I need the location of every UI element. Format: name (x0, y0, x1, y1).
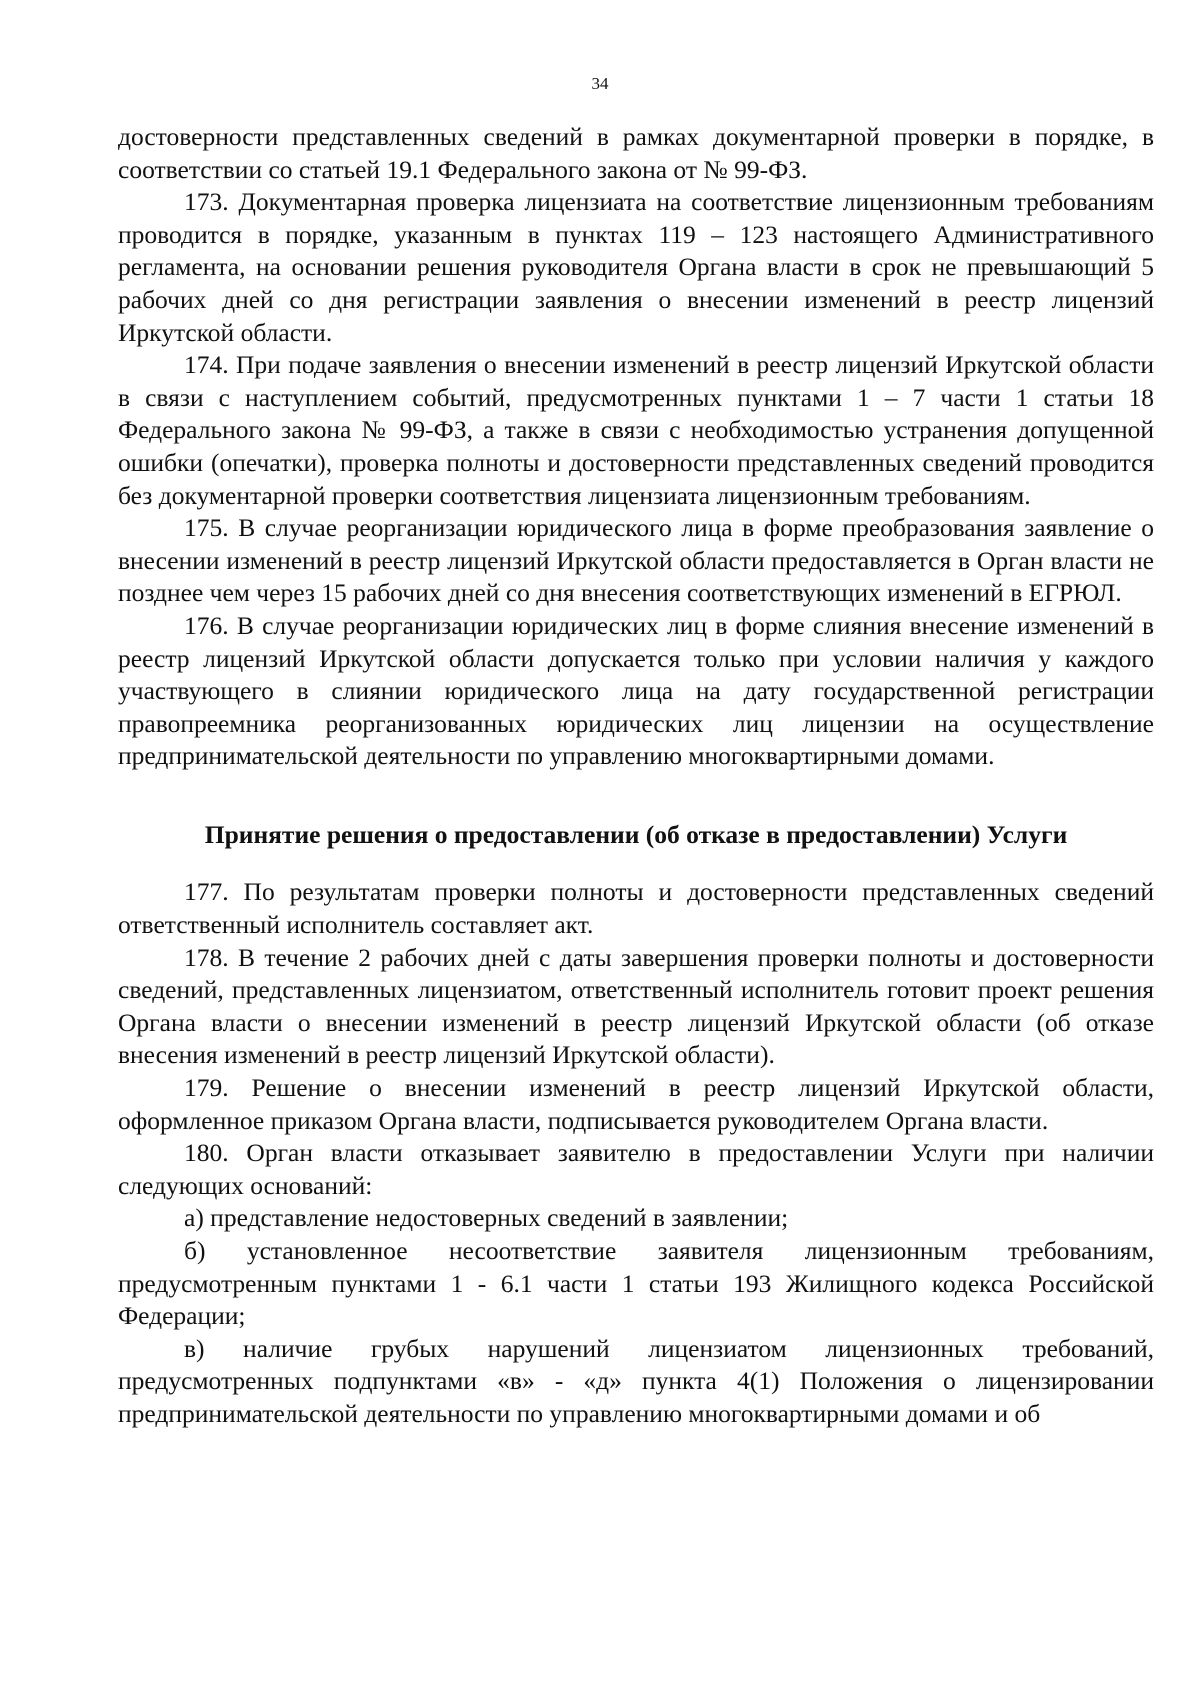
paragraph-continuation: достоверности представленных сведений в рамках документарной проверки в порядке, в соответствии со статьей 19.1 Федерального закона от № 99-ФЗ. (118, 122, 1154, 184)
paragraph-180: 180. Орган власти отказывает заявителю в предоставлении Услуги при наличии следующих оснований: (118, 1138, 1154, 1200)
document-body (118, 121, 1154, 1431)
paragraph-178: 178. В течение 2 рабочих дней с даты завершения проверки полноты и достоверности сведений, представленных лицензиатом, ответственный исполнитель готовит проект решения Органа власти о внесении изменений в реестр лицензий Иркутской области (об отказе внесения изменений в реестр лицензий Иркутской области). (118, 942, 1154, 1070)
paragraph-175: 175. В случае реорганизации юридического лица в форме преобразования заявление о внесении изменений в реестр лицензий Иркутской области предоставляется в Орган власти не позднее чем через 15 рабочих дней со дня внесения соответствующих изменений в ЕГРЮЛ. (118, 513, 1154, 608)
list-item-b: б) установленное несоответствие заявителя лицензионным требованиям, предусмотренным пунктами 1 - 6.1 части 1 статьи 193 Жилищного кодекса Российской Федерации; (118, 1236, 1154, 1331)
paragraph-179: 179. Решение о внесении изменений в реестр лицензий Иркутской области, оформленное приказом Органа власти, подписывается руководителем Органа власти. (118, 1073, 1154, 1135)
page-number: 34 (591, 74, 609, 93)
paragraph-177: 177. По результатам проверки полноты и достоверности представленных сведений ответственный исполнитель составляет акт. (118, 877, 1154, 940)
paragraph-174: 174. При подаче заявления о внесении изменений в реестр лицензий Иркутской области в связи с наступлением событий, предусмотренных пунктами 1 – 7 части 1 статьи 18 Федерального закона № 99-ФЗ, а также в связи с необходимостью устранения допущенной ошибки (опечатки), проверка полноты и достоверности представленных сведений проводится без документарной проверки соответствия лицензиата лицензионным требованиям. (118, 350, 1154, 510)
list-item-a: а) представление недостоверных сведений в заявлении; (184, 1203, 789, 1233)
section-heading: Принятие решения о предоставлении (об отказе в предоставлении) Услуги (204, 819, 1068, 849)
paragraph-176: 176. В случае реорганизации юридических лиц в форме слияния внесение изменений в реестр лицензий Иркутской области допускается только при условии наличия у каждого участвующего в слиянии юридического лица на дату государственной регистрации правопреемника реорганизованных юридических лиц лицензии на осуществление предпринимательской деятельности по управлению многоквартирными домами. (118, 610, 1154, 771)
list-item-v: в) наличие грубых нарушений лицензиатом лицензионных требований, предусмотренных подпунктами «в» - «д» пункта 4(1) Положения о лицензировании предпринимательской деятельности по управлению многоквартирными домами и об (118, 1333, 1154, 1428)
paragraph-173: 173. Документарная проверка лицензиата на соответствие лицензионным требованиям проводится в порядке, указанным в пунктах 119 – 123 настоящего Административного регламента, на основании решения руководителя Органа власти в срок не превышающий 5 рабочих дней со дня регистрации заявления о внесении изменений в реестр лицензий Иркутской области. (118, 187, 1154, 347)
